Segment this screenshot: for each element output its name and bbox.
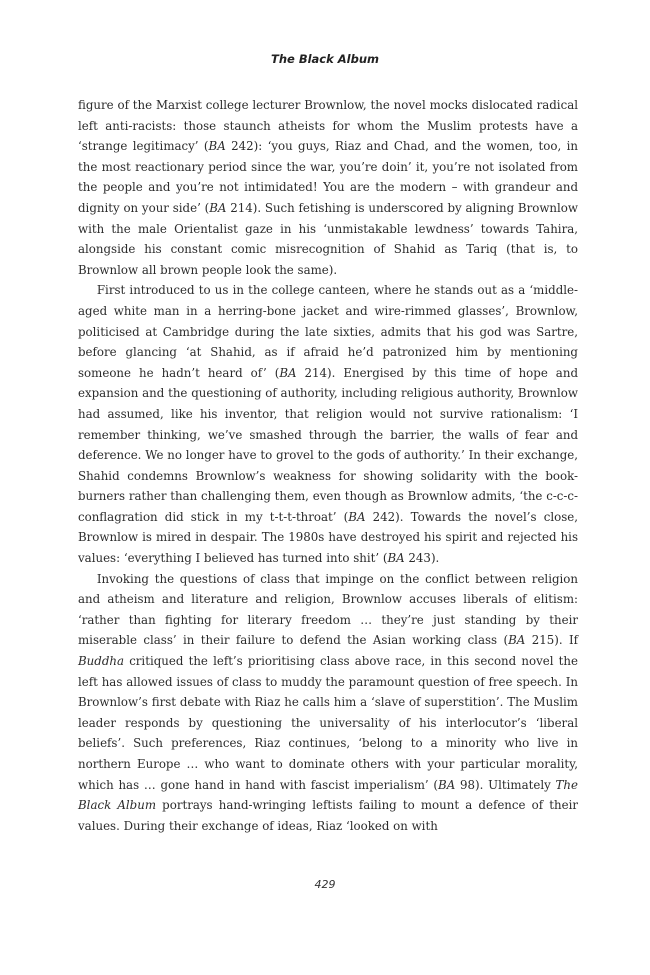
italic-text: BA: [508, 633, 526, 648]
page-number: 429: [314, 878, 336, 891]
italic-text: BA: [209, 200, 227, 215]
italic-text: BA: [208, 139, 226, 154]
text-run: Invoking the questions of class that impinge on the conflict between religion and atheism and literature and religion, Brownlow accuses liberals of elitism: ‘rather than fighting for literary freedom … they’re just standing by their miserable class’ in their failure to defend the Asian working class (: [78, 571, 578, 648]
paragraph: [78, 280, 578, 568]
paragraph: [78, 569, 578, 837]
italic-text: BA: [387, 551, 405, 566]
text-run: 242): ‘you guys, Riaz and Chad, and the women, too, in the most reactionary period since the war, you’re doin’ it, you’re not isolated from the people and you’re not intimidated! You are the modern – with grandeur and dignity on your side’ (: [78, 139, 578, 215]
text-run: 98). Ultimately: [455, 777, 556, 792]
body-text: [78, 95, 578, 836]
italic-text: The Black Album: [78, 777, 578, 813]
text-run: 243).: [404, 551, 440, 566]
text-run: 215). If: [525, 633, 578, 648]
italic-text: BA: [279, 365, 297, 380]
running-head: The Black Album: [270, 52, 379, 66]
text-run: First introduced to us in the college canteen, where he stands out as a ‘middle-aged white man in a herring-bone jacket and wire-rimmed glasses’, Brownlow, politicised at Cambridge during the late sixties, admits that his god was Sartre, before glancing ‘at Shahid, as if afraid he’d patronized him by mentioning someone he hadn’t heard of’ (: [78, 283, 578, 380]
text-run: 214). Energised by this time of hope and expansion and the questioning of authority, including religious authority, Brownlow had assumed, like his inventor, that religion would not survive rationalism: ‘I remember thinking, we’ve smashed through the barrier, the walls of fear and deference. We no longer have to grovel to the gods of authority.’ In their exchange, Shahid condemns Brownlow’s weakness for showing solidarity with the book-burners rather than challenging them, even though as Brownlow admits, ‘the c-c-c-conflagration did stick in my t-t-t-throat’ (: [78, 365, 578, 524]
text-run: 214). Such fetishing is underscored by aligning Brownlow with the male Orientalist gaze in his ‘unmistakable lewdness’ towards Tahira, alongside his constant comic misrecognition of Shahid as Tariq (that is, to Brownlow all brown people look the same).: [78, 200, 578, 277]
italic-text: Buddha: [78, 654, 125, 669]
text-run: figure of the Marxist college lecturer Brownlow, the novel mocks dislocated radical left anti-racists: those staunch atheists for whom the Muslim protests have a ‘strange legitimacy’ (: [78, 98, 578, 154]
paragraph: [78, 95, 578, 280]
text-run: portrays hand-wringing leftists failing to mount a defence of their values. During their exchange of ideas, Riaz ‘looked on with: [78, 798, 578, 833]
italic-text: BA: [438, 777, 456, 792]
italic-text: BA: [348, 509, 366, 524]
text-run: 242). Towards the novel’s close, Brownlow is mired in despair. The 1980s have destroyed his spirit and rejected his values: ‘everything I believed has turned into shit’ (: [78, 509, 579, 566]
text-run: critiqued the left’s prioritising class above race, in this second novel the left has allowed issues of class to muddy the paramount question of free speech. In Brownlow’s first debate with Riaz he calls him a ‘slave of superstition’. The Muslim leader responds by questioning the universality of his interlocutor’s ‘liberal beliefs’. Such preferences, Riaz continues, ‘belong to a minority who live in northern Europe … who want to dominate others with your particular morality, which has … gone hand in hand with fascist imperialism’ (: [78, 654, 578, 792]
